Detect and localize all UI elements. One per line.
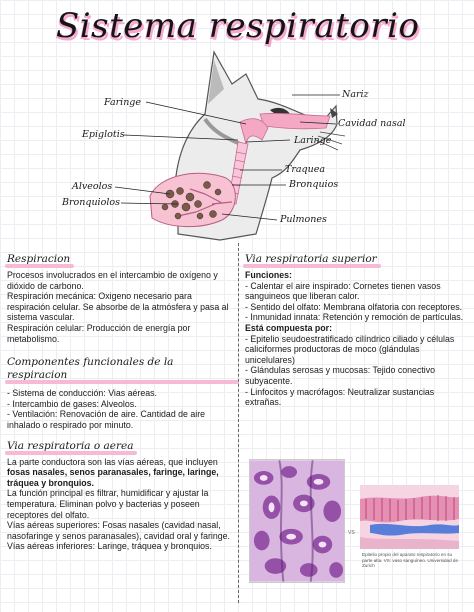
label-nariz: Nariz — [342, 89, 369, 100]
histology-caption: Epitelio propio del aparato respiratorio en su parte alta. VS: vaso sanguíneo. Universidad de Zurich — [362, 552, 459, 569]
compuesta-label: Está compuesta por: — [245, 322, 333, 333]
page-title: Sistema respiratorio — [56, 6, 420, 46]
respiracion-p3: Respiración celular: Producción de energía por metabolismo. — [7, 322, 191, 344]
componentes-item: - Intercambio de gases: Alveolos. — [7, 398, 137, 409]
via-aerea-p3: Vías aéreas superiores: Fosas nasales (cavidad nasal, nasofaringe y senos paranasales), cavidad oral y faringe. — [7, 520, 230, 541]
heading-componentes — [7, 356, 235, 382]
left-column — [7, 249, 235, 552]
right-column — [245, 249, 467, 408]
label-traquea: Traquea — [285, 164, 326, 175]
label-epiglotis: Epiglotis — [82, 129, 125, 140]
label-cavidad-nasal: Cavidad nasal — [338, 118, 406, 129]
label-bronquiolos: Bronquiolos — [62, 197, 120, 208]
funciones-item: - Inmunidad innata: Retención y remoción de partículas. — [245, 312, 464, 323]
compuesta-item: - Linfocitos y macrófagos: Neutralizar sustancias extrañas. — [245, 386, 435, 408]
funciones-item: - Sentido del olfato: Membrana olfatoria con receptores. — [245, 301, 463, 312]
label-laringe: Laringe — [294, 135, 332, 146]
heading-via-aerea: Via respiratoria o aerea — [7, 439, 134, 452]
via-aerea-p4: Vías aéreas inferiores: Laringe, tráquea y bronquios. — [7, 541, 212, 552]
componentes-item: - Sistema de conducción: Vias aéreas. — [7, 388, 157, 399]
funciones-label: Funciones: — [245, 270, 292, 280]
cat-respiratory-diagram — [0, 44, 474, 244]
via-aerea-intro-bold: fosas nasales, senos paranasales, faringe, laringe, tráquea y bronquios. — [7, 467, 219, 488]
label-bronquios: Bronquios — [289, 179, 339, 190]
compuesta-item: - Glándulas serosas y mucosas: Tejido conectivo subyacente. — [245, 365, 436, 386]
histology-image-right — [360, 485, 459, 549]
respiracion-p1: Procesos involucrados en el intercambio de oxígeno y dióxido de carbono. — [7, 270, 218, 291]
nasal-cavity-shape — [260, 113, 330, 128]
via-aerea-intro-text: La parte conductora son las vías aéreas, que incluyen — [7, 456, 218, 467]
label-alveolos: Alveolos — [72, 181, 113, 192]
heading-componentes-line1: Componentes funcionales de la — [7, 356, 174, 369]
respiracion-p2: Respiración mecánica: Oxigeno necesario para respiración celular. Se absorbe de la atmósfera y pasa al sistema vascular. — [7, 291, 229, 323]
heading-via-superior: Via respiratoria superior — [245, 253, 377, 265]
compuesta-item: - Epitelio seudoestratificado cilíndrico ciliado y células caliciformes productoras de moco (glándulas unicelulares) — [245, 333, 455, 365]
via-aerea-intro — [7, 457, 235, 489]
componentes-item: - Ventilación: Renovación de aire. Cantidad de aire inhalado o respirado por minuto. — [7, 409, 206, 430]
heading-componentes-line2: respiracion — [7, 369, 68, 382]
histology-image-left — [249, 459, 345, 583]
column-divider — [238, 243, 239, 603]
heading-respiracion: Respiracion — [7, 253, 71, 265]
vs-label: VS — [348, 530, 355, 536]
via-aerea-p2: La función principal es filtrar, humidificar y ajustar la temperatura. Eliminan polvo y bacterias y poseen receptores del olfato. — [7, 488, 209, 520]
funciones-item: - Calentar el aire inspirado: Cornetes tienen vasos sanguineos que liberan calor. — [245, 280, 441, 302]
label-faringe: Faringe — [104, 97, 142, 108]
label-pulmones: Pulmones — [280, 214, 327, 225]
